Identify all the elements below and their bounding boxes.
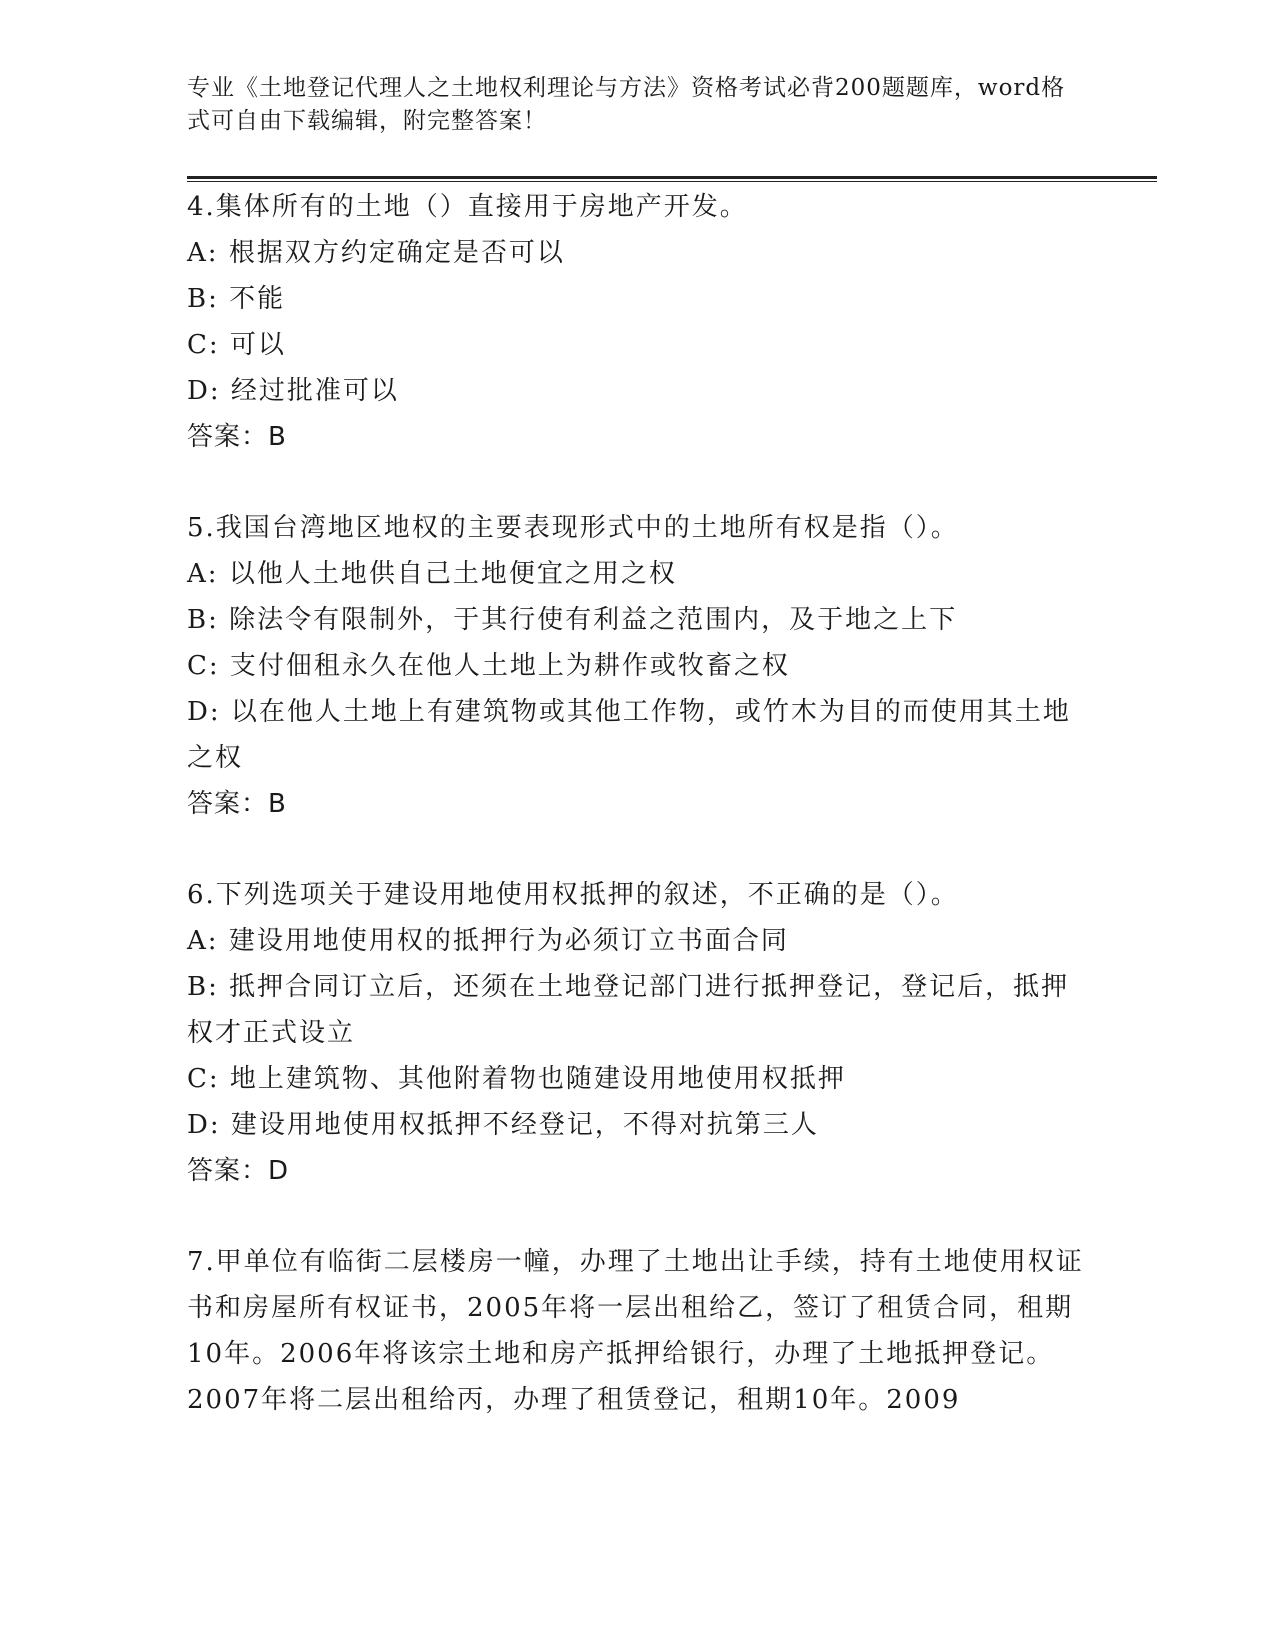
divider-thin	[187, 181, 1157, 182]
answer-line: 答案：B	[187, 789, 287, 819]
question-stem: 7.甲单位有临街二层楼房一幢，办理了土地出让手续，持有土地使用权证书和房屋所有权证书，2005年将一层出租给乙，签订了租赁合同，租期10年。2006年将该宗土地和房产抵押给银行，办理了土地抵押登记。2007年将二层出租给丙，办理了租赁登记，租期10年。2009	[187, 1247, 1084, 1415]
option-key: A:	[187, 926, 219, 956]
option-key: D:	[187, 697, 221, 727]
answer-line: 答案：B	[187, 422, 287, 452]
option-key: C:	[187, 1064, 220, 1094]
question-stem: 4.集体所有的土地（）直接用于房地产开发。	[187, 192, 748, 222]
option-key: C:	[187, 651, 220, 681]
option-text: 地上建筑物、其他附着物也随建设用地使用权抵押	[229, 1064, 846, 1094]
option-b	[187, 964, 1087, 1056]
question-item	[187, 1239, 1187, 1423]
option-d	[187, 368, 1087, 414]
option-key: C:	[187, 330, 220, 360]
option-text: 根据双方约定确定是否可以	[228, 238, 565, 268]
option-text: 以在他人土地上有建筑物或其他工作物，或竹木为目的而使用其土地之权	[187, 697, 1071, 773]
question-list	[187, 184, 1187, 1423]
option-d	[187, 689, 1087, 781]
document-page	[187, 72, 1187, 1468]
option-key: B:	[187, 972, 219, 1002]
option-text: 支付佃租永久在他人土地上为耕作或牧畜之权	[229, 651, 790, 681]
option-d	[187, 1102, 1087, 1148]
option-a	[187, 230, 1087, 276]
question-stem: 5.我国台湾地区地权的主要表现形式中的土地所有权是指（）。	[187, 513, 959, 543]
question-item	[187, 505, 1187, 827]
option-key: B:	[187, 284, 219, 314]
option-b	[187, 276, 1087, 322]
option-key: D:	[187, 376, 221, 406]
option-text: 抵押合同订立后，还须在土地登记部门进行抵押登记，登记后，抵押权才正式设立	[187, 972, 1070, 1048]
option-key: A:	[187, 238, 219, 268]
question-item	[187, 184, 1187, 460]
option-c	[187, 1056, 1087, 1102]
option-text: 除法令有限制外，于其行使有利益之范围内，及于地之上下	[229, 605, 958, 635]
option-a	[187, 918, 1087, 964]
question-stem: 6.下列选项关于建设用地使用权抵押的叙述，不正确的是（）。	[187, 880, 959, 910]
option-text: 建设用地使用权抵押不经登记，不得对抗第三人	[230, 1110, 819, 1140]
option-text: 以他人土地供自己土地便宜之用之权	[228, 559, 677, 589]
option-text: 经过批准可以	[230, 376, 399, 406]
document-header: 专业《土地登记代理人之土地权利理论与方法》资格考试必背200题题库，word格式可自由下载编辑，附完整答案！	[187, 75, 1066, 134]
header-divider	[187, 176, 1157, 182]
option-c	[187, 322, 1087, 368]
option-a	[187, 551, 1087, 597]
option-text: 可以	[229, 330, 286, 360]
option-text: 不能	[229, 284, 286, 314]
option-c	[187, 643, 1087, 689]
option-key: A:	[187, 559, 219, 589]
question-item	[187, 872, 1187, 1194]
option-key: D:	[187, 1110, 221, 1140]
option-text: 建设用地使用权的抵押行为必须订立书面合同	[228, 926, 789, 956]
answer-line: 答案：D	[187, 1156, 290, 1186]
option-b	[187, 597, 1087, 643]
option-key: B:	[187, 605, 219, 635]
